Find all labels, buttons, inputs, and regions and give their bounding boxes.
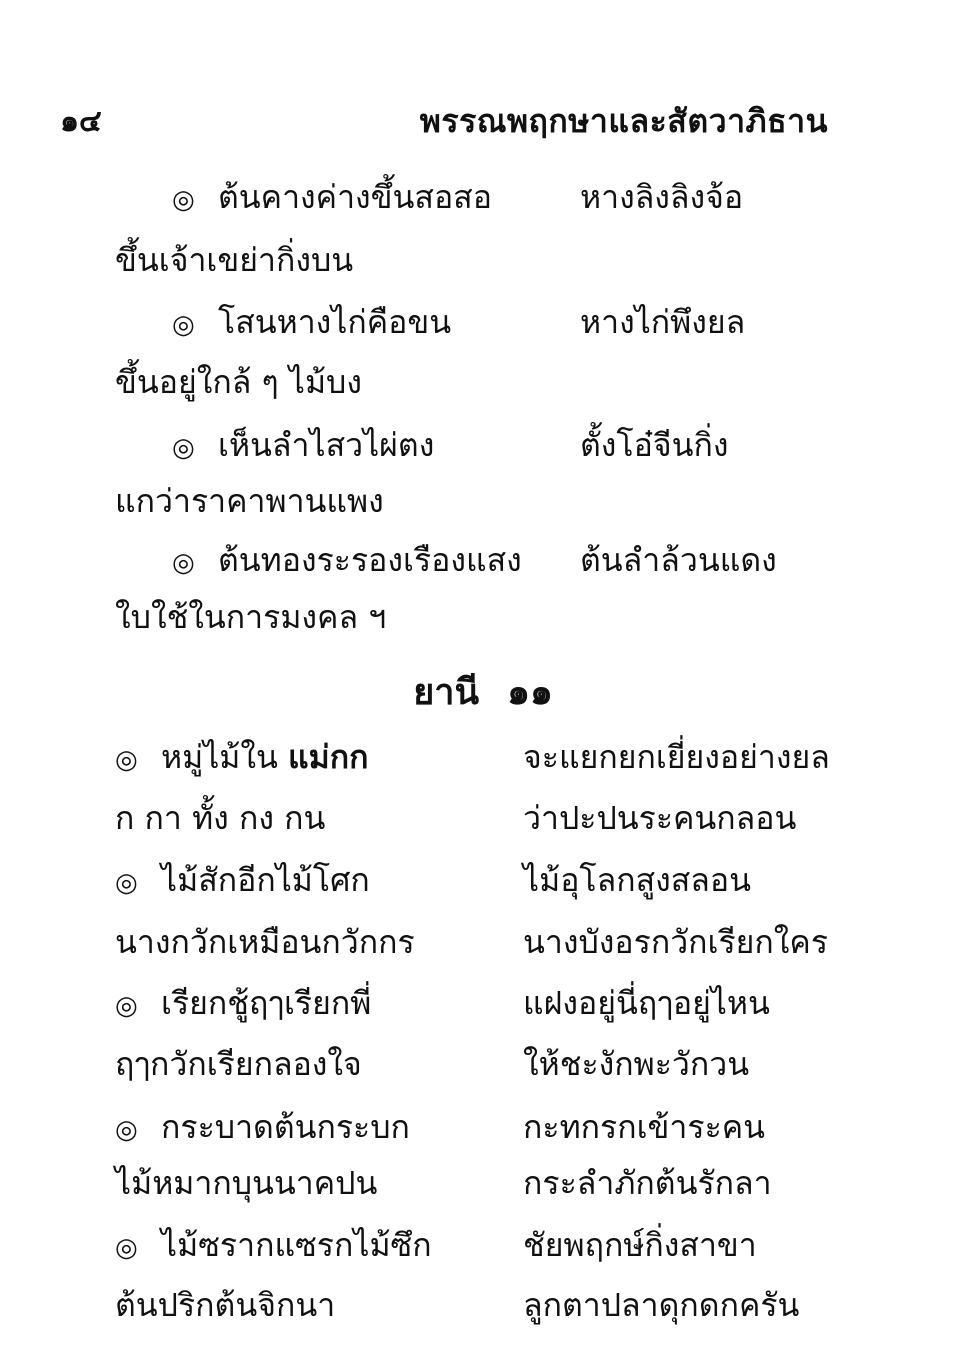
verse-right: กะทกรกเข้าระคน xyxy=(523,1108,766,1146)
verse-left: โสนหางไก่คือขน xyxy=(218,303,452,341)
bullet-icon: ◎ xyxy=(172,185,195,215)
verse-left: ต้นคางค่างขึ้นสอสอ xyxy=(218,178,492,216)
bullet-icon: ◎ xyxy=(115,745,138,775)
verse-continuation: ขึ้นเจ้าเขย่ากิ่งบน xyxy=(115,241,354,279)
verse-line xyxy=(172,535,522,586)
verse-right: หางไก่พึงยล xyxy=(580,303,746,341)
verse-left-term: แม่กก xyxy=(288,738,369,776)
section-heading xyxy=(0,663,966,720)
verse-line xyxy=(115,855,370,906)
verse-line xyxy=(172,420,434,471)
section-number: ๑๑ xyxy=(507,671,553,713)
verse-right: ตั้งโอ๋จีนกิ่ง xyxy=(580,426,729,464)
bullet-icon: ◎ xyxy=(115,1115,138,1145)
verse-left: ไม้ซรากแซรกไม้ซึก xyxy=(161,1226,432,1264)
bullet-icon: ◎ xyxy=(172,310,195,340)
verse-right: ว่าปะปนระคนกลอน xyxy=(523,799,797,837)
running-title: พรรณพฤกษาและสัตวาภิธาน xyxy=(419,102,828,140)
verse-left: เรียกชู้ฤๅเรียกพี่ xyxy=(161,984,372,1022)
verse-right: ให้ชะงักพะวักวน xyxy=(523,1045,750,1083)
bullet-icon: ◎ xyxy=(172,548,195,578)
verse-right: กระลำภักต้นรักลา xyxy=(523,1164,772,1202)
verse-left: ฤๅกวักเรียกลองใจ xyxy=(115,1045,362,1083)
bullet-icon: ◎ xyxy=(115,1233,138,1263)
verse-continuation: ขึ้นอยู่ใกล้ ๆ ไม้บง xyxy=(115,363,362,401)
verse-left-prefix: หมู่ไม้ใน xyxy=(161,738,278,776)
bullet-icon: ◎ xyxy=(172,433,195,463)
verse-right: จะแยกยกเยี่ยงอย่างยล xyxy=(523,738,830,776)
verse-right: ชัยพฤกษ์กิ่งสาขา xyxy=(523,1226,757,1264)
verse-line xyxy=(115,1102,410,1153)
verse-left: นางกวักเหมือนกวักกร xyxy=(115,923,415,961)
verse-continuation: แกว่าราคาพานแพง xyxy=(115,482,384,520)
bullet-icon: ◎ xyxy=(115,991,138,1021)
verse-left: ต้นปริกต้นจิกนา xyxy=(115,1286,336,1324)
verse-continuation: ใบใช้ในการมงคล ฯ xyxy=(115,598,387,636)
verse-line xyxy=(115,732,369,783)
verse-line xyxy=(115,1220,432,1271)
verse-line xyxy=(172,297,451,348)
verse-right: หางลิงลิงจ้อ xyxy=(580,178,744,216)
verse-left: ไม้หมากบุนนาคปน xyxy=(115,1164,378,1202)
section-title: ยานี xyxy=(413,671,480,713)
verse-left: กระบาดต้นกระบก xyxy=(161,1108,410,1146)
bullet-icon: ◎ xyxy=(115,868,138,898)
verse-right: ต้นลำล้วนแดง xyxy=(580,541,777,579)
verse-left: ไม้สักอีกไม้โศก xyxy=(161,861,370,899)
verse-right: นางบังอรกวักเรียกใคร xyxy=(523,923,828,961)
verse-line xyxy=(115,978,371,1029)
verse-left: เห็นลำไสวไผ่ตง xyxy=(218,426,435,464)
verse-right: แฝงอยู่นี่ฤๅอยู่ไหน xyxy=(523,984,770,1022)
verse-right: ไม้อุโลกสูงสลอน xyxy=(523,861,751,899)
verse-left: ต้นทองระรองเรืองแสง xyxy=(218,541,522,579)
verse-line xyxy=(172,172,492,223)
page-number: ๑๔ xyxy=(60,104,102,139)
verse-left: ก กา ทั้ง กง กน xyxy=(115,799,326,837)
verse-right: ลูกตาปลาดุกดกครัน xyxy=(523,1286,800,1324)
